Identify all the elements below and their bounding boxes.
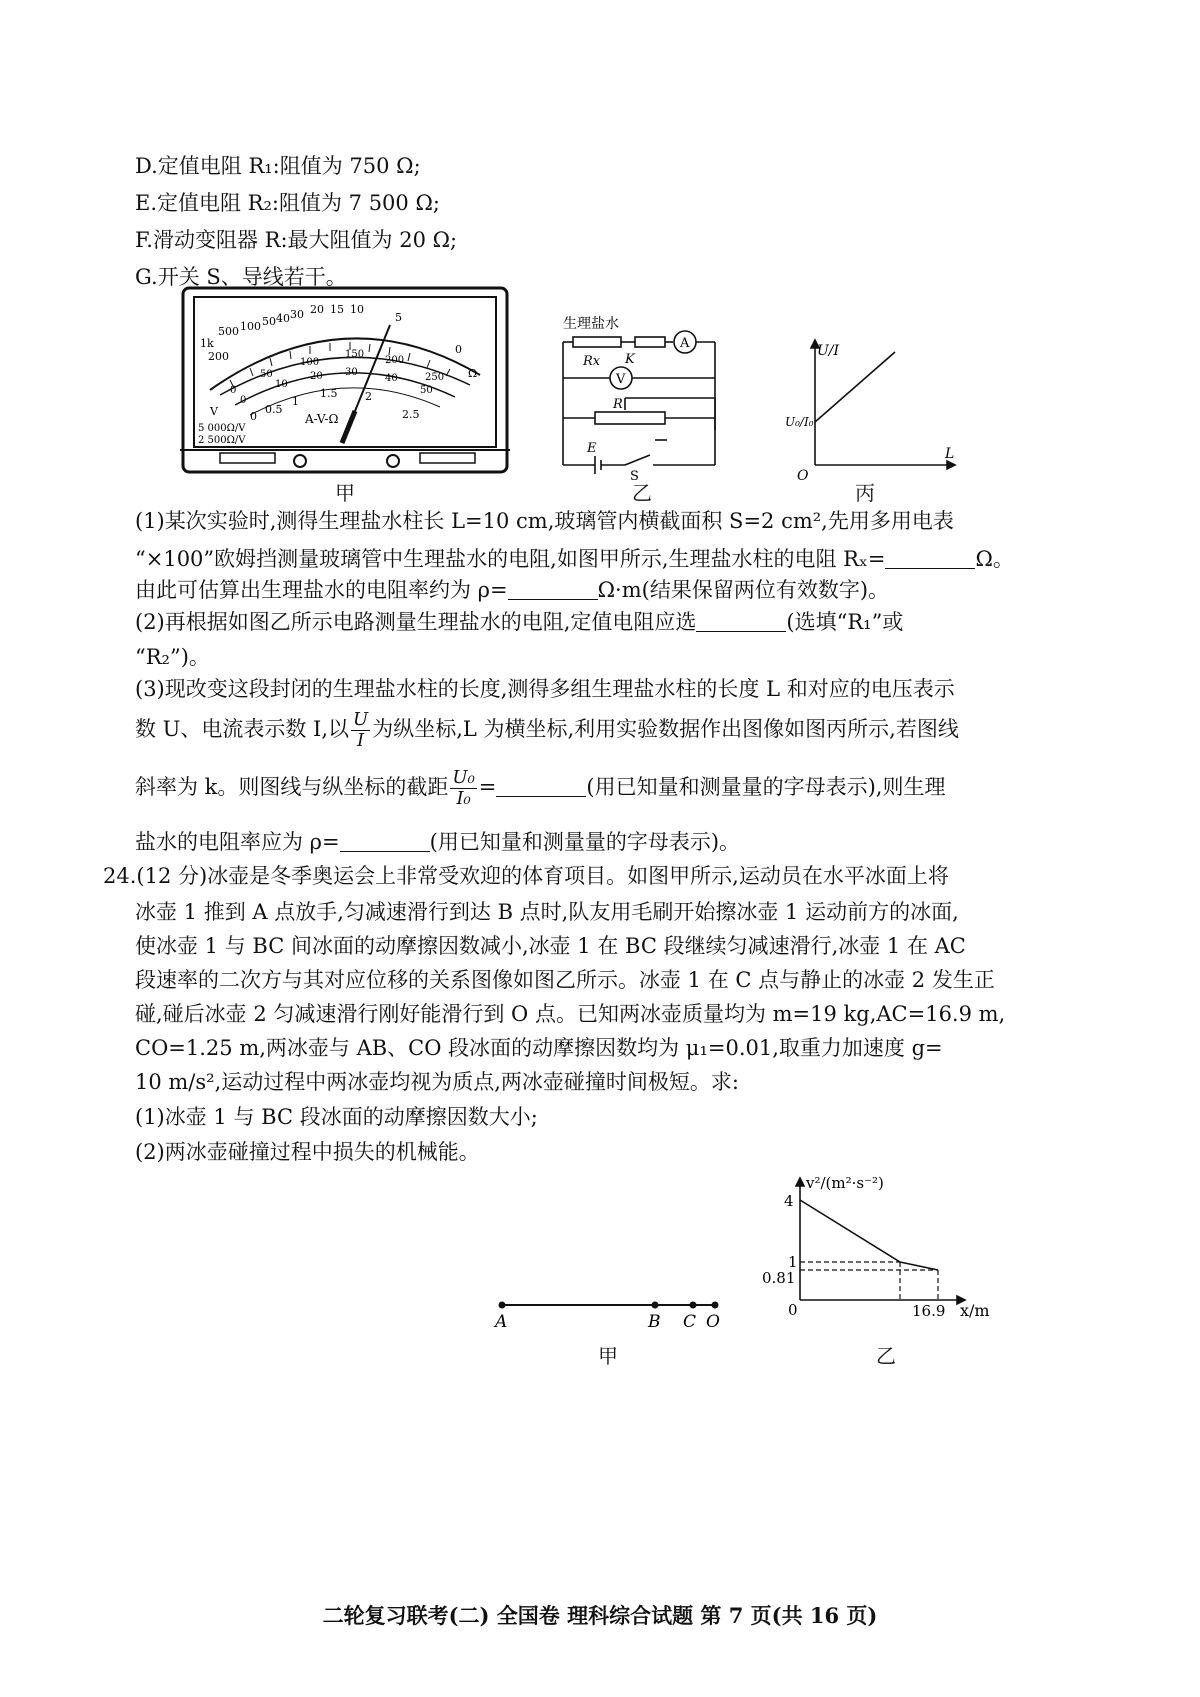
q24-line4: 段速率的二次方与其对应位移的关系图像如图乙所示。冰壶 1 在 C 点与静止的冰壶 2 发生正	[135, 968, 995, 992]
ac-50: 50	[420, 385, 433, 396]
multimeter-figure	[180, 285, 510, 475]
option-e: E.定值电阻 R₂:阻值为 7 500 Ω;	[135, 191, 440, 215]
dc-50: 50	[260, 369, 273, 380]
dc-250: 250	[425, 372, 445, 383]
q24-line7: 10 m/s²,运动过程中两冰壶均视为质点,两冰壶碰撞时间极短。求:	[135, 1070, 740, 1094]
ammeter-symbol: A	[680, 336, 690, 351]
ohm-20: 20	[310, 303, 324, 316]
ohm-100: 100	[240, 320, 261, 333]
low-2: 2	[365, 390, 372, 403]
x-axis-label-q24: x/m	[960, 1301, 990, 1320]
ohm-15: 15	[330, 303, 344, 316]
q24-sub1: (1)冰壶 1 与 BC 段冰面的动摩擦因数大小;	[135, 1105, 538, 1129]
q24-line6: CO=1.25 m,两冰壶与 AB、CO 段冰面的动摩擦因数均为 μ₁=0.01,取重力加速度 g=	[135, 1036, 943, 1060]
ohm-symbol: Ω	[468, 367, 478, 380]
low-0: 0	[250, 410, 257, 423]
q24-line1: 24.(12 分)冰壶是冬季奥运会上非常受欢迎的体育项目。如图甲所示,运动员在水平冰面上将	[103, 864, 949, 888]
point-c: C	[683, 1312, 697, 1332]
v2-axis-label: v²/(m²·s⁻²)	[806, 1174, 884, 1192]
y-tick-4: 4	[784, 1192, 794, 1210]
ohm-50: 50	[262, 315, 276, 328]
option-d: D.定值电阻 R₁:阻值为 750 Ω;	[135, 154, 421, 178]
x-tick-16-9: 16.9	[912, 1302, 946, 1320]
fig-yi-q24-caption: 乙	[876, 1344, 896, 1368]
voltmeter-symbol: V	[616, 372, 626, 387]
dc-200: 200	[385, 355, 405, 366]
spec-5000: 5 000Ω/V	[198, 423, 246, 434]
q23-p3-line1: (3)现改变这段封闭的生理盐水柱的长度,测得多组生理盐水柱的长度 L 和对应的电压表示	[135, 677, 955, 701]
v-mark: V	[210, 405, 218, 418]
dc-100: 100	[300, 357, 320, 368]
y-tick-0-81: 0.81	[762, 1269, 796, 1287]
y-tick-1: 1	[788, 1253, 798, 1271]
point-a: A	[495, 1312, 508, 1332]
ac-10: 10	[275, 379, 288, 390]
low-1: 1	[292, 395, 299, 408]
ohm-30: 30	[290, 308, 304, 321]
rheostat-label: R	[613, 397, 623, 412]
origin-label: O	[797, 468, 809, 484]
ui-l-graph	[785, 330, 965, 484]
fig-bing-caption: 丙	[855, 481, 875, 505]
x-axis-label: L	[945, 446, 955, 462]
page-footer: 二轮复习联考(二) 全国卷 理科综合试题 第 7 页(共 16 页)	[322, 1603, 878, 1628]
q24-sub2: (2)两冰壶碰撞过程中损失的机械能。	[135, 1140, 480, 1164]
ohm-0: 0	[455, 343, 462, 356]
ac-30: 30	[345, 367, 358, 378]
q23-p3-line2: 数 U、电流表示数 I,以 $\frac{U}{I}$ 为纵坐标,L 为横坐标,利用实验数据作出图像如图丙所示,若图线	[135, 709, 959, 751]
ohm-200: 200	[208, 350, 229, 363]
option-g: G.开关 S、导线若干。	[135, 265, 347, 289]
low-1-5: 1.5	[320, 387, 338, 400]
k-label: K	[625, 352, 635, 367]
intercept-label: U₀/I₀	[785, 415, 814, 429]
q24-line3: 使冰壶 1 与 BC 间冰面的动摩擦因数减小,冰壶 1 在 BC 段继续匀减速滑行,冰壶 1 在 AC	[135, 934, 966, 958]
fig-jia-q24-caption: 甲	[598, 1344, 618, 1368]
battery-label: E	[587, 441, 597, 456]
fig-jia-caption: 甲	[335, 481, 355, 505]
track-figure	[490, 1295, 730, 1335]
q24-line5: 碰,碰后冰壶 2 匀减速滑行刚好能滑行到 O 点。已知两冰壶质量均为 m=19 kg,AC=16.9 m,	[135, 1002, 1006, 1026]
v2-x-graph	[760, 1170, 1000, 1330]
origin-q24: 0	[788, 1301, 798, 1319]
saline-label: 生理盐水	[563, 316, 619, 332]
switch-label: S	[630, 469, 639, 484]
q23-p3-line3: 斜率为 k。则图线与纵坐标的截距 $\frac{\text{U₀}}{\text{I₀}}$ = (用已知量和测量量的字母表示),则生理	[135, 767, 946, 809]
ohm-500: 500	[218, 325, 239, 338]
fig-yi-caption: 乙	[632, 481, 652, 505]
ohm-5: 5	[395, 311, 402, 324]
ac-40: 40	[385, 373, 398, 384]
low-2-5: 2.5	[402, 408, 420, 421]
option-f: F.滑动变阻器 R:最大阻值为 20 Ω;	[135, 228, 458, 252]
low-0-5: 0.5	[265, 403, 283, 416]
ohm-40: 40	[276, 312, 290, 325]
ac-20: 20	[310, 371, 323, 382]
q23-p2-line1: (2)再根据如图乙所示电路测量生理盐水的电阻,定值电阻应选 (选填“R₁”或	[135, 610, 904, 634]
dc-150: 150	[345, 349, 365, 360]
spec-2500: 2 500Ω/V	[198, 435, 246, 446]
q23-p1-line1: (1)某次实验时,测得生理盐水柱长 L=10 cm,玻璃管内横截面积 S=2 cm²,先用多用电表	[135, 509, 954, 533]
circuit-figure	[555, 310, 725, 484]
point-o: O	[706, 1312, 720, 1332]
ohm-1k: 1k	[200, 337, 214, 350]
q23-p3-line4: 盐水的电阻率应为 ρ= (用已知量和测量量的字母表示)。	[135, 830, 741, 854]
q23-p1-line2: “×100”欧姆挡测量玻璃管中生理盐水的电阻,如图甲所示,生理盐水柱的电阻 Rₓ= Ω。	[135, 547, 1014, 571]
q23-p2-line2: “R₂”)。	[135, 645, 210, 669]
q23-p1-line3: 由此可估算出生理盐水的电阻率约为 ρ= Ω·m(结果保留两位有效数字)。	[135, 578, 890, 602]
y-axis-label: U/I	[817, 343, 840, 359]
meter-label: A-V-Ω	[305, 412, 339, 426]
q24-line2: 冰壶 1 推到 A 点放手,匀减速滑行到达 B 点时,队友用毛刷开始擦冰壶 1 运动前方的冰面,	[135, 900, 959, 924]
ohm-10: 10	[350, 303, 364, 316]
point-b: B	[648, 1312, 661, 1332]
ac-0: 0	[240, 395, 247, 406]
dc-0: 0	[230, 385, 237, 396]
rx-label: Rx	[583, 354, 601, 369]
